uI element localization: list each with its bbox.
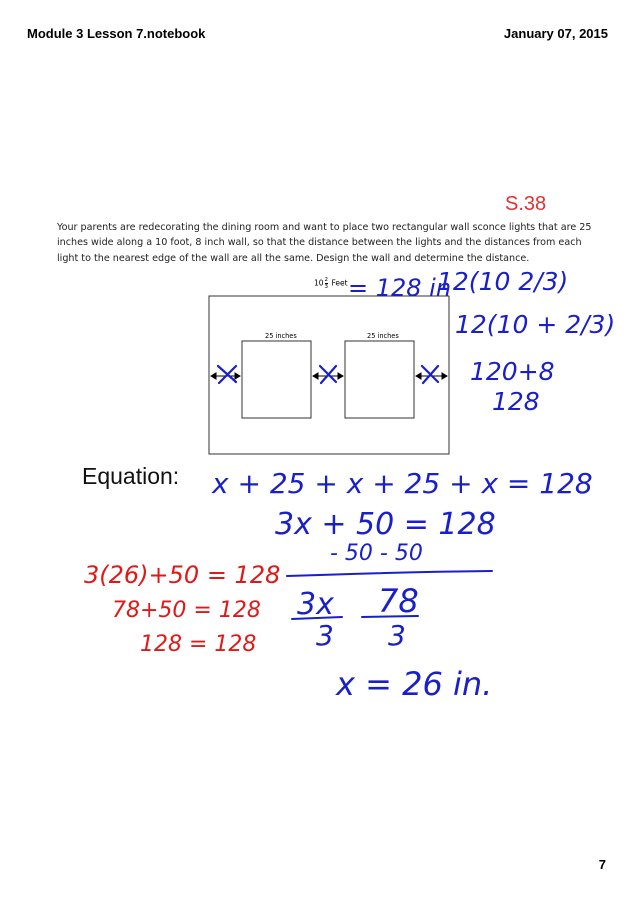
work-step1: 12(10 2/3) <box>437 267 569 296</box>
gap-x-marks <box>218 366 438 383</box>
check-line2: 78+50 = 128 <box>112 598 261 623</box>
equation-line4-right: 78 <box>378 582 419 620</box>
notebook-title: Module 3 Lesson 7.notebook <box>27 26 206 41</box>
sconce-right-label: 25 inches <box>367 332 399 340</box>
equation-label: Equation: <box>82 463 180 489</box>
equation-den-left: 3 <box>316 619 334 652</box>
equation-den-right: 3 <box>388 619 406 652</box>
slide-label: S.38 <box>505 193 547 215</box>
wall-length-frac-den: 3 <box>324 284 329 290</box>
equation-line4-left: 3x <box>297 587 334 622</box>
problem-text: Your parents are redecorating the dining room and want to place two rectangular wall sconce lights that are 25 inches wide along a 10 foot, 8 inch wall, so that the distance between the lights and the distances from each light to the nearest edge of the wall are all the same. Design the wall and determine the distance. <box>57 222 592 264</box>
work-step2: 12(10 + 2/3) <box>455 310 616 339</box>
conversion-text: = 128 in <box>348 274 452 302</box>
check-line1: 3(26)+50 = 128 <box>84 561 281 589</box>
sconce-right <box>345 341 414 418</box>
notebook-date: January 07, 2015 <box>503 26 608 41</box>
divider-line <box>287 571 492 576</box>
check-line3: 128 = 128 <box>140 632 257 657</box>
sconce-left <box>242 341 311 418</box>
work-step4: 128 <box>492 387 540 416</box>
equation-line1: x + 25 + x + 25 + x = 128 <box>212 467 593 500</box>
wall-length-frac-num: 2 <box>324 277 329 283</box>
page-number: 7 <box>598 857 606 872</box>
sconce-left-label: 25 inches <box>265 332 297 340</box>
equation-result: x = 26 in. <box>336 665 493 703</box>
wall-length-unit: Feet <box>331 278 348 288</box>
red-ink <box>84 561 280 657</box>
equation-line2: 3x + 50 = 128 <box>275 507 496 542</box>
wall-length-whole: 10 <box>314 278 324 288</box>
fraction-bar-right <box>362 616 418 617</box>
equation-line3: - 50 - 50 <box>330 541 423 566</box>
work-step3: 120+8 <box>470 357 555 386</box>
blue-ink <box>211 267 615 703</box>
